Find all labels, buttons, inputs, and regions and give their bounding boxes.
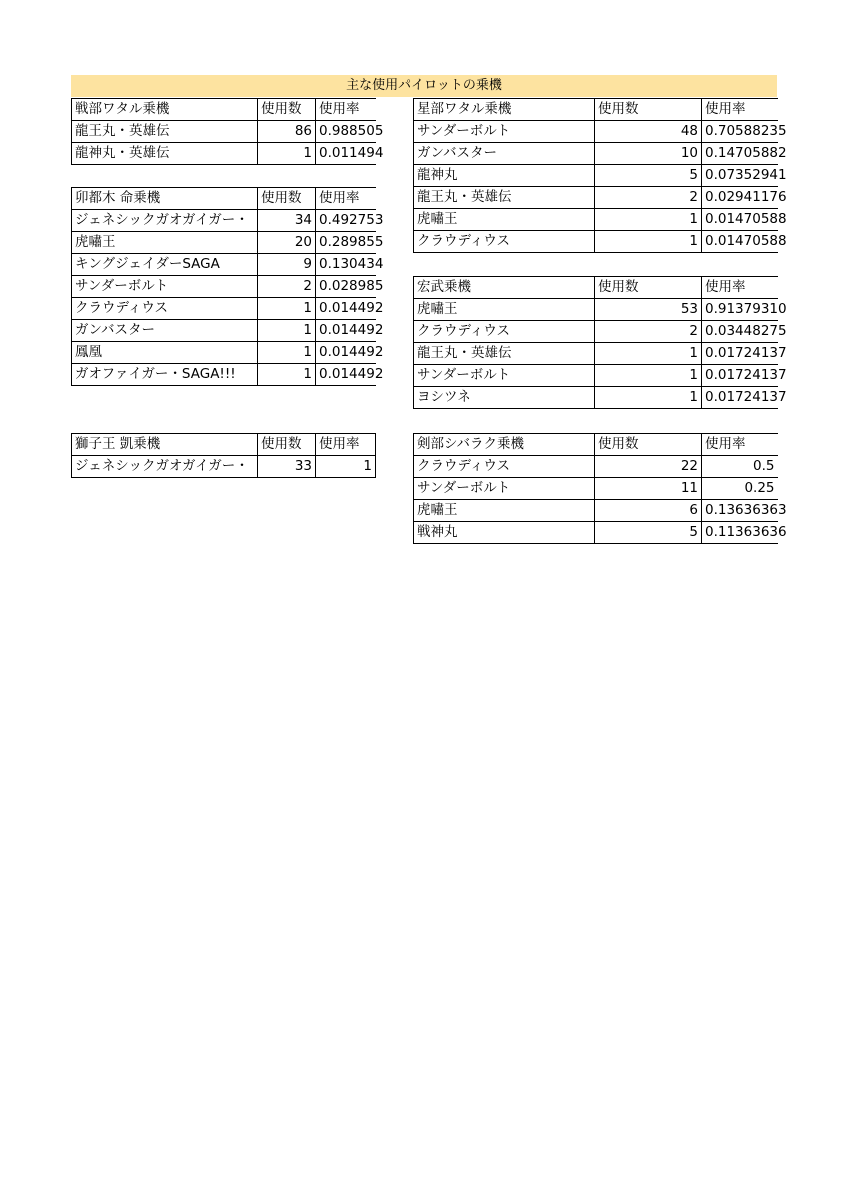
- usage-count-cell: 2: [595, 321, 702, 343]
- table-row: [414, 321, 778, 343]
- table-row: [414, 456, 778, 478]
- unit-name-cell: ジェネシックガオガイガー・: [72, 456, 258, 478]
- usage-count-cell: 1: [258, 320, 316, 342]
- usage-count-cell: 6: [595, 500, 702, 522]
- usage-rate-cell: 0.011494: [316, 143, 376, 165]
- table-title-cell: 獅子王 凱乗機: [72, 434, 258, 456]
- usage-count-cell: 1: [258, 298, 316, 320]
- usage-rate-cell: 0.130434: [316, 254, 376, 276]
- table-hoshibe-wataru: [413, 98, 787, 253]
- table-header-row: [414, 434, 778, 456]
- usage-rate-cell: 0.25: [702, 478, 778, 500]
- unit-name-cell: 虎嘯王: [414, 299, 595, 321]
- usage-count-cell: 1: [595, 231, 702, 253]
- unit-name-cell: 戦神丸: [414, 522, 595, 544]
- column-header-count: 使用数: [595, 99, 702, 121]
- table-row: [72, 276, 376, 298]
- table-row: [414, 121, 778, 143]
- table-kobu: [413, 276, 787, 409]
- usage-rate-cell: 0.492753: [316, 210, 376, 232]
- table-sentou-wataru: [71, 98, 384, 165]
- column-header-count: 使用数: [595, 434, 702, 456]
- table-header-row: [72, 99, 376, 121]
- table-row: [414, 478, 778, 500]
- column-header-rate: 使用率: [316, 434, 376, 456]
- table-kenbu-shibaraku: [413, 433, 787, 544]
- unit-name-cell: 龍王丸・英雄伝: [72, 121, 258, 143]
- usage-rate-cell: 0.014492: [316, 342, 376, 364]
- usage-count-cell: 1: [595, 209, 702, 231]
- table-row: [72, 143, 376, 165]
- unit-name-cell: ヨシツネ: [414, 387, 595, 409]
- table-title-cell: 剣部シバラク乗機: [414, 434, 595, 456]
- column-header-rate: 使用率: [316, 99, 376, 121]
- table-row: [414, 165, 778, 187]
- usage-count-cell: 1: [595, 387, 702, 409]
- table-row: [72, 298, 376, 320]
- usage-rate-cell: 0.07352941: [702, 165, 778, 187]
- table-title-cell: 宏武乗機: [414, 277, 595, 299]
- table-row: [414, 365, 778, 387]
- unit-name-cell: ガンバスター: [72, 320, 258, 342]
- unit-name-cell: 龍神丸・英雄伝: [72, 143, 258, 165]
- table-row: [414, 187, 778, 209]
- table-title-cell: 戦部ワタル乗機: [72, 99, 258, 121]
- column-header-count: 使用数: [258, 434, 316, 456]
- table-row: [72, 232, 376, 254]
- usage-rate-cell: 0.70588235: [702, 121, 778, 143]
- column-header-rate: 使用率: [316, 188, 376, 210]
- table-header-row: [72, 434, 376, 456]
- column-header-rate: 使用率: [702, 434, 778, 456]
- usage-count-cell: 9: [258, 254, 316, 276]
- usage-rate-cell: 0.13636363: [702, 500, 778, 522]
- table-row: [414, 343, 778, 365]
- table-header-row: [414, 277, 778, 299]
- unit-name-cell: 虎嘯王: [414, 500, 595, 522]
- usage-rate-cell: 0.01470588: [702, 231, 778, 253]
- unit-name-cell: ジェネシックガオガイガー・: [72, 210, 258, 232]
- usage-count-cell: 48: [595, 121, 702, 143]
- table-row: [414, 522, 778, 544]
- table-header-row: [72, 188, 376, 210]
- table-row: [72, 456, 376, 478]
- unit-name-cell: クラウディウス: [414, 456, 595, 478]
- usage-rate-cell: 0.01724137: [702, 365, 778, 387]
- unit-name-cell: サンダーボルト: [414, 478, 595, 500]
- usage-count-cell: 1: [595, 365, 702, 387]
- usage-rate-cell: 0.014492: [316, 298, 376, 320]
- sheet-title-banner: 主な使用パイロットの乗機: [71, 75, 777, 97]
- table-row: [414, 500, 778, 522]
- usage-count-cell: 10: [595, 143, 702, 165]
- unit-name-cell: 龍王丸・英雄伝: [414, 187, 595, 209]
- usage-rate-cell: 0.11363636: [702, 522, 778, 544]
- unit-name-cell: ガオファイガー・SAGA!!!: [72, 364, 258, 386]
- usage-rate-cell: 0.01724137: [702, 387, 778, 409]
- column-header-rate: 使用率: [702, 277, 778, 299]
- table-row: [72, 121, 376, 143]
- usage-count-cell: 2: [595, 187, 702, 209]
- unit-name-cell: サンダーボルト: [414, 365, 595, 387]
- table-utsugi-mikoto: [71, 187, 384, 386]
- table-row: [72, 364, 376, 386]
- usage-count-cell: 11: [595, 478, 702, 500]
- unit-name-cell: クラウディウス: [414, 231, 595, 253]
- usage-rate-cell: 0.5: [702, 456, 778, 478]
- unit-name-cell: 鳳凰: [72, 342, 258, 364]
- usage-count-cell: 53: [595, 299, 702, 321]
- table-row: [414, 143, 778, 165]
- unit-name-cell: 虎嘯王: [414, 209, 595, 231]
- column-header-count: 使用数: [258, 99, 316, 121]
- usage-rate-cell: 0.02941176: [702, 187, 778, 209]
- table-row: [72, 210, 376, 232]
- table-row: [414, 387, 778, 409]
- usage-count-cell: 2: [258, 276, 316, 298]
- usage-rate-cell: 0.028985: [316, 276, 376, 298]
- table-row: [72, 320, 376, 342]
- table-title-cell: 卯都木 命乗機: [72, 188, 258, 210]
- unit-name-cell: 龍神丸: [414, 165, 595, 187]
- usage-rate-cell: 0.014492: [316, 364, 376, 386]
- usage-count-cell: 5: [595, 165, 702, 187]
- table-header-row: [414, 99, 778, 121]
- unit-name-cell: サンダーボルト: [72, 276, 258, 298]
- usage-count-cell: 1: [258, 364, 316, 386]
- usage-count-cell: 1: [595, 343, 702, 365]
- usage-count-cell: 20: [258, 232, 316, 254]
- usage-count-cell: 1: [258, 342, 316, 364]
- column-header-count: 使用数: [595, 277, 702, 299]
- unit-name-cell: クラウディウス: [72, 298, 258, 320]
- table-shishio-gai: [71, 433, 376, 478]
- table-row: [72, 254, 376, 276]
- unit-name-cell: クラウディウス: [414, 321, 595, 343]
- unit-name-cell: 虎嘯王: [72, 232, 258, 254]
- usage-count-cell: 86: [258, 121, 316, 143]
- usage-rate-cell: 1: [316, 456, 376, 478]
- unit-name-cell: ガンバスター: [414, 143, 595, 165]
- usage-rate-cell: 0.01470588: [702, 209, 778, 231]
- table-row: [414, 209, 778, 231]
- usage-rate-cell: 0.01724137: [702, 343, 778, 365]
- table-title-cell: 星部ワタル乗機: [414, 99, 595, 121]
- usage-rate-cell: 0.03448275: [702, 321, 778, 343]
- table-row: [414, 231, 778, 253]
- unit-name-cell: 龍王丸・英雄伝: [414, 343, 595, 365]
- unit-name-cell: キングジェイダーSAGA: [72, 254, 258, 276]
- usage-rate-cell: 0.289855: [316, 232, 376, 254]
- usage-rate-cell: 0.91379310: [702, 299, 778, 321]
- column-header-count: 使用数: [258, 188, 316, 210]
- usage-count-cell: 34: [258, 210, 316, 232]
- usage-count-cell: 33: [258, 456, 316, 478]
- usage-count-cell: 1: [258, 143, 316, 165]
- table-row: [72, 342, 376, 364]
- usage-rate-cell: 0.988505: [316, 121, 376, 143]
- table-row: [414, 299, 778, 321]
- usage-count-cell: 5: [595, 522, 702, 544]
- usage-rate-cell: 0.014492: [316, 320, 376, 342]
- column-header-rate: 使用率: [702, 99, 778, 121]
- usage-count-cell: 22: [595, 456, 702, 478]
- unit-name-cell: サンダーボルト: [414, 121, 595, 143]
- usage-rate-cell: 0.14705882: [702, 143, 778, 165]
